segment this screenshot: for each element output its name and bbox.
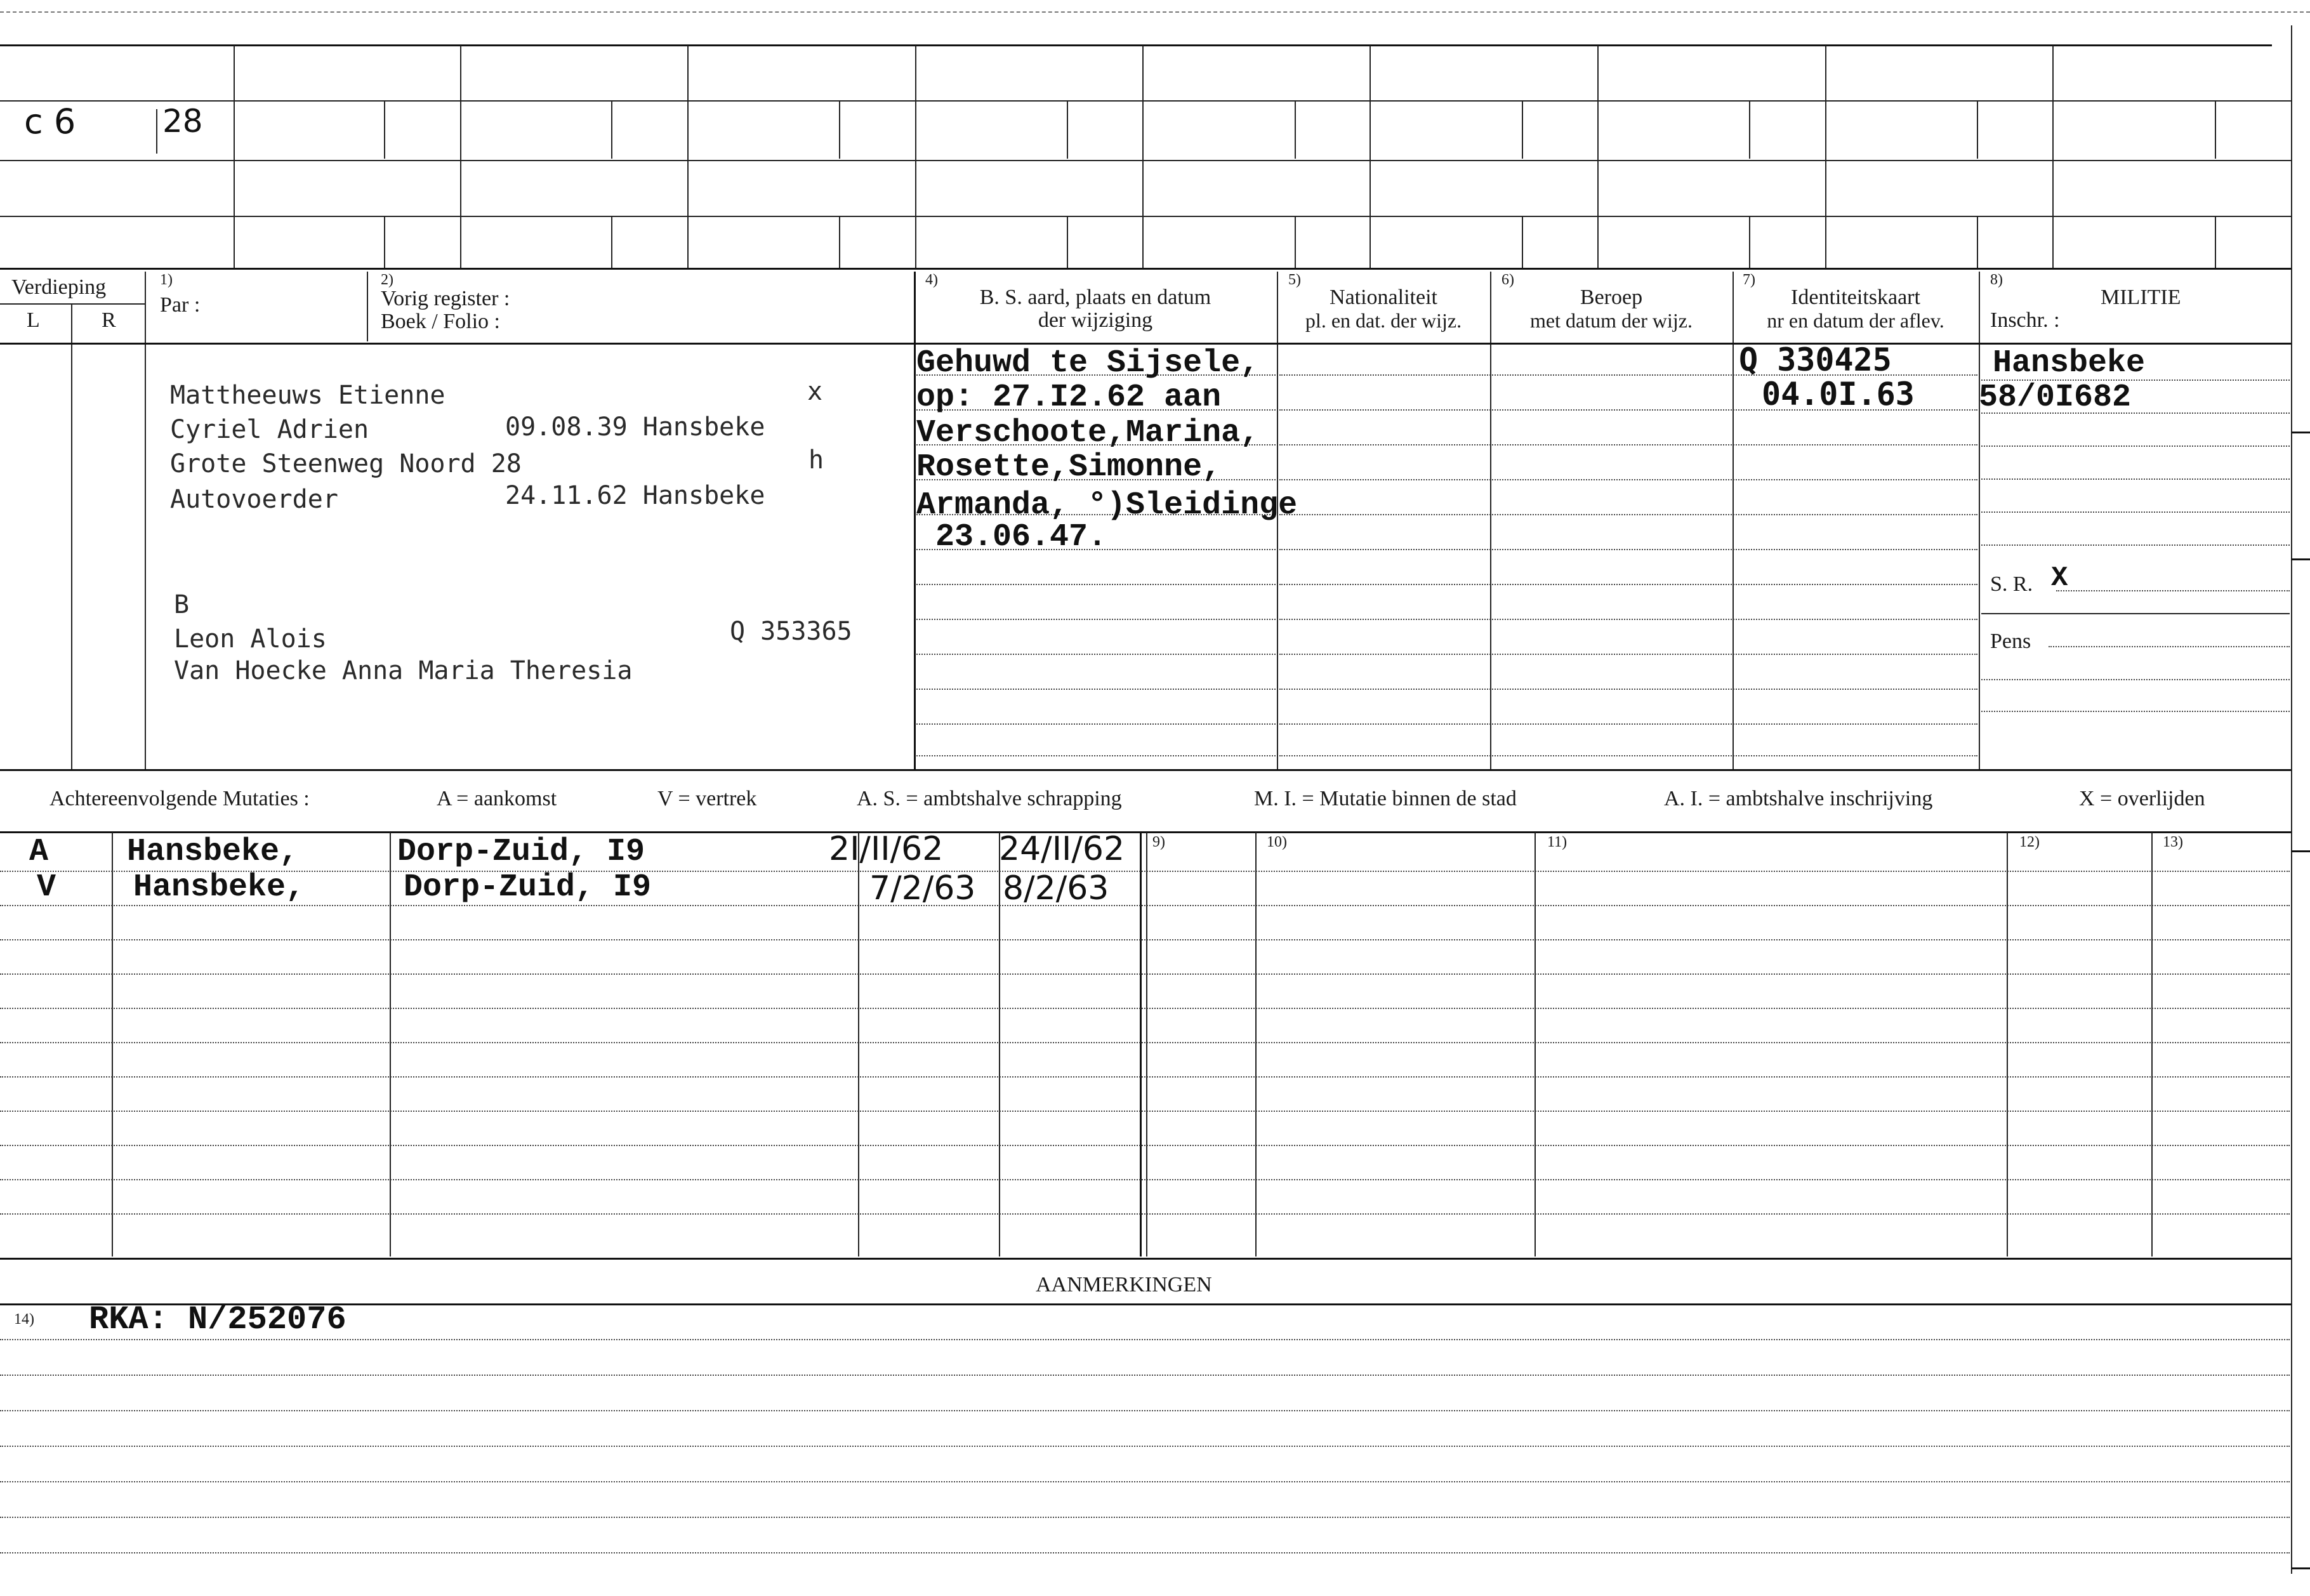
- remarks-number: 14): [14, 1311, 34, 1328]
- identity-card-date: 04.0I.63: [1762, 376, 1915, 412]
- card-code: c 6: [24, 102, 76, 142]
- mutations-legend-title: Achtereenvolgende Mutaties :: [50, 787, 310, 810]
- b-marker: B: [174, 590, 190, 619]
- nationaliteit-line2: pl. en dat. der wijz.: [1305, 309, 1462, 332]
- bs-header-line1: B. S. aard, plaats en datum: [979, 286, 1211, 309]
- militie-place: Hansbeke: [1993, 345, 2146, 381]
- identiteitskaart-line2: nr en datum der aflev.: [1767, 309, 1944, 332]
- col8-number: 8): [1990, 272, 2003, 288]
- pens-label: Pens: [1990, 630, 2031, 653]
- person-name: Mattheeuws Etienne: [170, 381, 446, 410]
- col5-number: 5): [1288, 272, 1301, 288]
- mutation-col11-number: 11): [1547, 834, 1568, 850]
- mutation-row1-date1: 2I/II/62: [829, 830, 944, 868]
- person-birth: 09.08.39 Hansbeke: [505, 412, 765, 442]
- legend-overlijden: X = overlijden: [2079, 787, 2205, 810]
- remarks-text: RKA: N/252076: [89, 1301, 346, 1338]
- l-label: L: [27, 308, 40, 332]
- col1-number: 1): [160, 272, 173, 288]
- r-label: R: [102, 308, 116, 332]
- sr-value: X: [2051, 562, 2068, 594]
- mutation-col9-number: 9): [1152, 834, 1165, 850]
- inschr-label: Inschr. :: [1990, 308, 2060, 332]
- beroep-line1: Beroep: [1580, 286, 1643, 309]
- mutation-row2-code: V: [37, 869, 56, 906]
- mutation-row1-date2: 24/II/62: [999, 830, 1125, 868]
- legend-ambtshalve-schrapping: A. S. = ambtshalve schrapping: [857, 787, 1122, 810]
- bs-line-5: Armanda, °)Sleidinge: [916, 487, 1298, 524]
- bs-line-3: Verschoote,Marina,: [916, 415, 1260, 451]
- person-registration-date: 24.11.62 Hansbeke: [505, 481, 765, 510]
- mutation-col13-number: 13): [2163, 834, 2183, 850]
- remarks-title: AANMERKINGEN: [1036, 1273, 1212, 1296]
- person-first-names: Cyriel Adrien: [170, 415, 369, 444]
- mark-x: x: [807, 377, 823, 406]
- mutation-row2-date2: 8/2/63: [1003, 869, 1109, 907]
- legend-vertrek: V = vertrek: [657, 787, 757, 810]
- identity-card-number: Q 330425: [1739, 341, 1892, 378]
- mutation-col12-number: 12): [2019, 834, 2040, 850]
- col2-number: 2): [381, 272, 393, 288]
- sr-label: S. R.: [1990, 572, 2033, 596]
- mutation-row2-place: Hansbeke,: [133, 869, 305, 906]
- mark-h: h: [808, 445, 824, 475]
- beroep-line2: met datum der wijz.: [1530, 309, 1693, 332]
- bs-line-2: op: 27.I2.62 aan: [916, 379, 1222, 416]
- legend-ambtshalve-inschrijving: A. I. = ambtshalve inschrijving: [1664, 787, 1933, 810]
- legend-aankomst: A = aankomst: [437, 787, 557, 810]
- card-number: 28: [162, 103, 203, 140]
- bs-line-4: Rosette,Simonne,: [916, 449, 1222, 485]
- person-id-ref: Q 353365: [730, 617, 852, 646]
- person-father: Leon Alois: [174, 624, 327, 654]
- person-occupation: Autovoerder: [170, 485, 338, 514]
- legend-mutatie-binnen-stad: M. I. = Mutatie binnen de stad: [1254, 787, 1517, 810]
- identiteitskaart-line1: Identiteitskaart: [1791, 286, 1920, 309]
- boek-folio-label: Boek / Folio :: [381, 310, 500, 333]
- bs-line-6: 23.06.47.: [935, 519, 1107, 555]
- mutation-row1-place: Hansbeke,: [127, 834, 299, 870]
- mutation-row2-street: Dorp-Zuid, I9: [404, 869, 652, 906]
- par-label: Par :: [160, 293, 201, 317]
- col7-number: 7): [1743, 272, 1755, 288]
- militie-number: 58/0I682: [1979, 379, 2132, 416]
- col6-number: 6): [1502, 272, 1514, 288]
- person-mother: Van Hoecke Anna Maria Theresia: [174, 656, 633, 685]
- mutation-row1-code: A: [29, 834, 49, 870]
- mutation-row2-date1: 7/2/63: [869, 869, 976, 907]
- mutation-col10-number: 10): [1267, 834, 1287, 850]
- bs-header-line2: der wijziging: [1038, 308, 1153, 332]
- mutation-row1-street: Dorp-Zuid, I9: [397, 834, 645, 870]
- militie-label: MILITIE: [2101, 286, 2181, 309]
- verdieping-label: Verdieping: [11, 275, 107, 299]
- nationaliteit-line1: Nationaliteit: [1330, 286, 1437, 309]
- col4-number: 4): [925, 272, 938, 288]
- bs-line-1: Gehuwd te Sijsele,: [916, 345, 1260, 381]
- person-address: Grote Steenweg Noord 28: [170, 449, 522, 478]
- vorig-register-label: Vorig register :: [381, 287, 510, 310]
